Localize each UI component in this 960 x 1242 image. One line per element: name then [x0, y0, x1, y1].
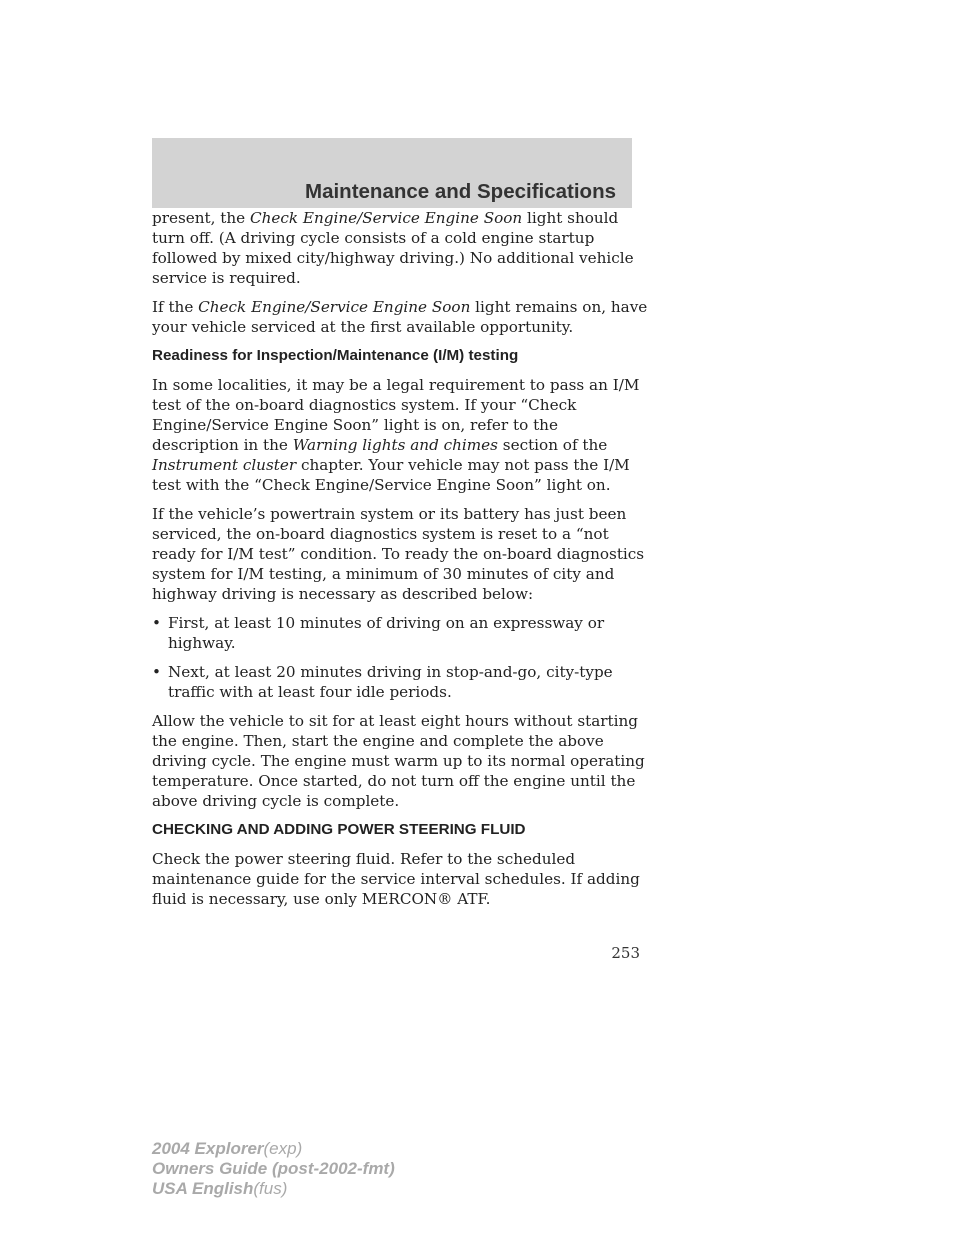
section-heading-readiness: Readiness for Inspection/Maintenance (I/M) testing [152, 347, 519, 364]
bullet-icon: • [152, 663, 161, 681]
check-engine-light-term: Check Engine/Service Engine Soon [250, 209, 523, 227]
paragraph-driving-cycle: Allow the vehicle to sit for at least eight hours without starting the engine. Then, start the engine and complete the above driving cycle. The engine must warm up to its normal operating temperature. Once started, do not turn off the engine until the above driving cycle is complete. [152, 712, 645, 810]
document-footer [152, 1139, 395, 1199]
footer-line-language: USA English(fus) [152, 1179, 288, 1198]
list-item: • Next, at least 20 minutes driving in stop-and-go, city-type traffic with at least four idle periods. [152, 663, 613, 701]
section-heading-power-steering: CHECKING AND ADDING POWER STEERING FLUID [152, 821, 526, 838]
bullet-icon: • [152, 614, 161, 632]
instrument-cluster-reference: Instrument cluster [152, 456, 297, 474]
footer-line-guide: Owners Guide (post-2002-fmt) [152, 1159, 395, 1178]
page-body [152, 208, 648, 918]
chapter-title: Maintenance and Specifications [305, 180, 616, 203]
warning-lights-reference: Warning lights and chimes [292, 436, 498, 454]
chapter-header-band [152, 138, 632, 208]
page-number: 253 [611, 944, 640, 962]
check-engine-light-term: Check Engine/Service Engine Soon [198, 298, 471, 316]
paragraph-im-test: In some localities, it may be a legal requirement to pass an I/M test of the on-board diagnostics system. If your “Check Engine/Service Engine Soon” light is on, refer to the description in the Warning lights and chimes section of the Instrument cluster chapter. Your vehicle may not pass the I/M test with the “Check Engine/Service Engine Soon” light on. [152, 376, 640, 494]
paragraph-light-turn-off: present, the Check Engine/Service Engine Soon light should turn off. (A driving cycle consists of a cold engine startup followed by mixed city/highway driving.) No additional vehicle service is required. [152, 209, 634, 287]
paragraph-light-remains-on: If the Check Engine/Service Engine Soon light remains on, have your vehicle serviced at the first available opportunity. [152, 298, 648, 336]
list-item: • First, at least 10 minutes of driving on an expressway or highway. [152, 614, 605, 652]
paragraph-reset-condition: If the vehicle’s powertrain system or its battery has just been serviced, the on-board diagnostics system is reset to a “not ready for I/M test” condition. To ready the on-board diagnostics system for I/M testing, a minimum of 30 minutes of city and highway driving is necessary as described below: [152, 505, 645, 603]
paragraph-power-steering: Check the power steering fluid. Refer to the scheduled maintenance guide for the service interval schedules. If adding fluid is necessary, use only MERCON® ATF. [152, 850, 640, 908]
footer-line-model: 2004 Explorer(exp) [152, 1139, 303, 1158]
